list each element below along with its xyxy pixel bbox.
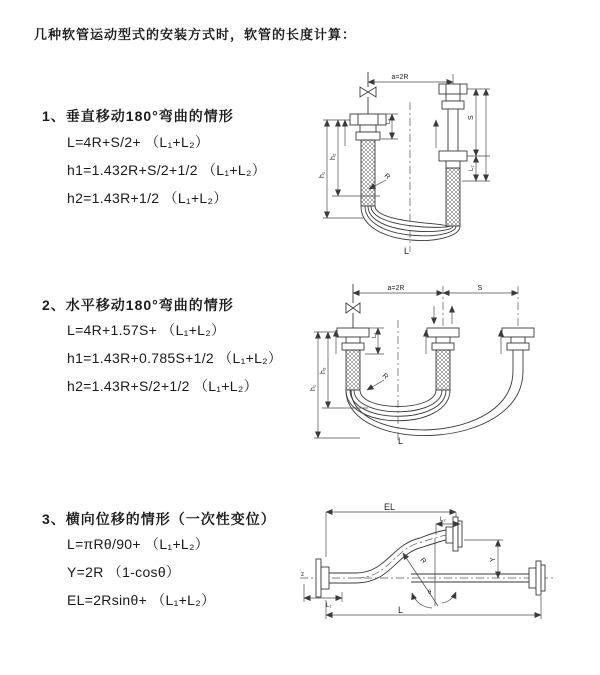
section-3-formula-EL: EL=2Rsinθ+ （L₁+L₂） bbox=[67, 592, 216, 608]
right-flange-fitting bbox=[502, 328, 534, 350]
dim-label-l1: L₁ bbox=[372, 332, 378, 338]
right-braided-hose bbox=[446, 168, 460, 226]
middle-braided-hose bbox=[436, 350, 450, 390]
valve-icon bbox=[346, 284, 360, 328]
s-curve-hose bbox=[356, 530, 446, 583]
diagram-horizontal-180-bend bbox=[310, 276, 598, 464]
dim-label-r: R bbox=[418, 556, 428, 566]
dim-label-l2: L₂ bbox=[440, 517, 446, 523]
valve-icon bbox=[360, 72, 376, 114]
section-3-formula-Y: Y=2R （1-cosθ） bbox=[67, 564, 181, 580]
dim-label-y: Y bbox=[490, 557, 497, 562]
left-flange-fitting bbox=[337, 328, 369, 350]
section-2-formula-L: L=4R+1.57S+ （L₁+L₂） bbox=[67, 322, 226, 338]
left-flange-fitting bbox=[350, 114, 386, 140]
dim-label-l: L bbox=[404, 246, 410, 256]
dim-label-a2r: a=2R bbox=[387, 285, 405, 292]
middle-flange-fitting bbox=[427, 328, 459, 350]
section-1-formula-h1: h1=1.432R+S/2+1/2 （L₁+L₂） bbox=[67, 162, 267, 178]
dim-label-a2r: a=2R bbox=[391, 74, 409, 81]
dim-label-s: S bbox=[477, 285, 483, 292]
dimension-y bbox=[464, 540, 503, 578]
u-bend-hose-curves bbox=[361, 206, 460, 240]
dim-label-theta: θ bbox=[428, 590, 432, 596]
dim-label-s: S bbox=[468, 115, 475, 120]
displaced-flange-fitting bbox=[446, 517, 462, 551]
dim-label-l1: L₁ bbox=[326, 603, 332, 609]
dim-label-h1: h₁ bbox=[310, 384, 317, 391]
dim-label-h2: h₂ bbox=[320, 367, 327, 374]
section-1-formula-L: L=4R+S/2+ （L₁+L₂） bbox=[67, 134, 210, 150]
dim-label-h2: h₂ bbox=[330, 153, 337, 160]
section-3-formula-L: L=πRθ/90+ （L₁+L₂） bbox=[67, 536, 210, 552]
right-pipe bbox=[513, 350, 523, 371]
diagram-vertical-180-bend bbox=[318, 66, 596, 262]
angle-theta-construction bbox=[403, 538, 456, 608]
diagram-lateral-displacement bbox=[296, 500, 598, 638]
right-flange-fitting-upper bbox=[439, 84, 467, 151]
dim-label-r: R bbox=[380, 372, 390, 381]
centerline-z-mark: z bbox=[301, 572, 304, 578]
dim-label-l2: L₂ bbox=[469, 165, 475, 171]
dim-label-l: L bbox=[398, 436, 404, 446]
section-1-heading: 1、垂直移动180°弯曲的情形 bbox=[42, 108, 234, 124]
section-2-formula-h1: h1=1.43R+0.785S+1/2 （L₁+L₂） bbox=[67, 350, 283, 366]
dim-label-h1: h₁ bbox=[319, 171, 326, 178]
radius-callout bbox=[367, 372, 389, 390]
dim-label-l1: L₁ bbox=[386, 118, 392, 124]
section-3-heading: 3、横向位移的情形（一次性变位） bbox=[42, 511, 276, 527]
dim-label-r: R bbox=[382, 172, 392, 181]
dim-label-l: L bbox=[398, 605, 404, 615]
u-bend-hose-curves bbox=[346, 371, 523, 436]
dimension-s bbox=[443, 285, 518, 293]
dimension-a2r bbox=[353, 285, 443, 293]
section-2-heading: 2、水平移动180°弯曲的情形 bbox=[42, 297, 234, 313]
dim-label-el: EL bbox=[384, 502, 396, 512]
dimension-el bbox=[326, 502, 456, 557]
section-2-formula-h2: h2=1.43R+S/2+1/2 （L₁+L₂） bbox=[67, 378, 258, 394]
right-flange-fitting-lower bbox=[439, 151, 467, 168]
page-title: 几种软管运动型式的安装方式时，软管的长度计算： bbox=[34, 27, 357, 42]
left-braided-hose bbox=[346, 350, 360, 390]
section-1-formula-h2: h2=1.43R+1/2 （L₁+L₂） bbox=[67, 190, 228, 206]
